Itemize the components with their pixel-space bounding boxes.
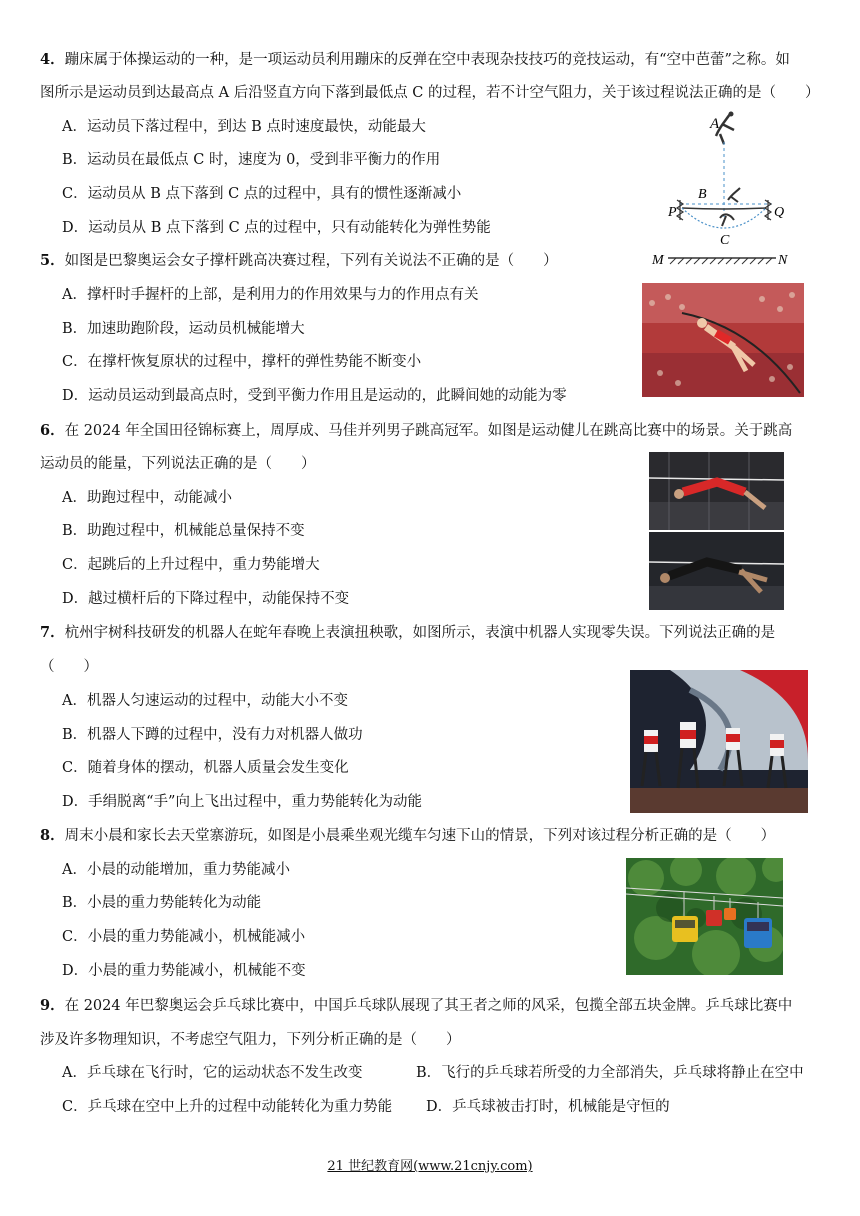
- q7-option-b: B．机器人下蹲的过程中，没有力对机器人做功: [62, 727, 363, 743]
- q9-stem-line-2: 涉及许多物理知识，不考虑空气阻力，下列分析正确的是（ ）: [40, 1032, 461, 1048]
- q6-option-c: C．起跳后的上升过程中，重力势能增大: [62, 557, 320, 573]
- q5-stem: 5．如图是巴黎奥运会女子撑杆跳高决赛过程，下列有关说法不正确的是（ ）: [40, 252, 558, 269]
- q9-option-d: D．乒乓球被击打时，机械能是守恒的: [426, 1099, 670, 1115]
- label-q: Q: [774, 205, 785, 220]
- athlete-b-figure: [728, 188, 740, 202]
- q4-option-c: C．运动员从 B 点下落到 C 点的过程中，具有的惯性逐渐减小: [62, 186, 462, 202]
- q7-option-a: A．机器人匀速运动的过程中，动能大小不变: [62, 693, 348, 709]
- q7-stem-line-2: （ ）: [40, 659, 98, 675]
- label-p: P: [668, 205, 677, 220]
- cable-car-photo: [626, 858, 783, 975]
- q9-option-c: C．乒乓球在空中上升的过程中动能转化为重力势能: [62, 1099, 393, 1115]
- q9-option-a: A．乒乓球在飞行时，它的运动状态不发生改变: [62, 1065, 363, 1081]
- q8-option-c: C．小晨的重力势能减小，机械能减小: [62, 929, 306, 945]
- high-jump-photo-top: [649, 452, 784, 530]
- label-n: N: [778, 253, 788, 268]
- q6-option-b: B．助跑过程中，机械能总量保持不变: [62, 523, 305, 539]
- q5-option-c: C．在撑杆恢复原状的过程中，撑杆的弹性势能不断变小: [62, 354, 422, 370]
- pole-vault-photo: [642, 283, 804, 397]
- q8-option-a: A．小晨的动能增加，重力势能减小: [62, 862, 290, 878]
- q8-option-b: B．小晨的重力势能转化为动能: [62, 895, 262, 911]
- q8-option-d: D．小晨的重力势能减小，机械能不变: [62, 963, 306, 979]
- q4-option-b: B．运动员在最低点 C 时，速度为 0，受到非平衡力的作用: [62, 152, 441, 168]
- q5-option-a: A．撑杆时手握杆的上部，是利用力的作用效果与力的作用点有关: [62, 287, 479, 303]
- athlete-c-figure: [720, 214, 734, 226]
- q4-stem-line-2: 图所示是运动员到达最高点 A 后沿竖直方向下落到最低点 C 的过程，若不计空气阻力，关于该过程说法正确的是（ ）: [40, 85, 820, 101]
- label-c: C: [720, 233, 730, 248]
- trampoline-diagram: [650, 108, 800, 268]
- dancing-robots-photo: [630, 670, 808, 813]
- q6-option-a: A．助跑过程中，动能减小: [62, 490, 232, 506]
- q9-stem-line-1: 9．在 2024 年巴黎奥运会乒乓球比赛中，中国乒乓球队展现了其王者之师的风采，包揽全部五块金牌。乒乓球比赛中: [40, 997, 793, 1014]
- q6-stem-line-1: 6．在 2024 年全国田径锦标赛上，周厚成、马佳并列男子跳高冠军。如图是运动健儿在跳高比赛中的场景。关于跳高: [40, 422, 793, 439]
- footer-source: 21 世纪教育网(www.21cnjy.com): [327, 1159, 533, 1174]
- q5-option-d: D．运动员运动到最高点时，受到平衡力作用且是运动的，此瞬间她的动能为零: [62, 388, 567, 404]
- q4-option-a: A．运动员下落过程中，到达 B 点时速度最快，动能最大: [62, 119, 426, 135]
- q4-stem-line-1: 4．蹦床属于体操运动的一种，是一项运动员利用蹦床的反弹在空中表现杂技技巧的竞技运动，有“空中芭蕾”之称。如: [40, 51, 790, 68]
- label-a: A: [710, 116, 720, 132]
- q7-option-d: D．手绢脱离“手”向上飞出过程中，重力势能转化为动能: [62, 794, 422, 810]
- q6-option-d: D．越过横杆后的下降过程中，动能保持不变: [62, 591, 350, 607]
- q7-stem-line-1: 7．杭州宇树科技研发的机器人在蛇年春晚上表演扭秧歌，如图所示，表演中机器人实现零失误。下列说法正确的是: [40, 624, 776, 641]
- q8-stem: 8．周末小晨和家长去天堂寨游玩，如图是小晨乘坐观光缆车匀速下山的情景，下列对该过程分析正确的是（ ）: [40, 827, 776, 844]
- q5-option-b: B．加速助跑阶段，运动员机械能增大: [62, 321, 305, 337]
- label-m: M: [652, 253, 664, 268]
- q6-stem-line-2: 运动员的能量，下列说法正确的是（ ）: [40, 456, 316, 472]
- high-jump-photo-bottom: [649, 532, 784, 610]
- label-b: B: [698, 187, 707, 202]
- q9-option-b: B．飞行的乒乓球若所受的力全部消失，乒乓球将静止在空中: [416, 1065, 804, 1081]
- q4-option-d: D．运动员从 B 点下落到 C 点的过程中，只有动能转化为弹性势能: [62, 220, 491, 236]
- q7-option-c: C．随着身体的摆动，机器人质量会发生变化: [62, 760, 349, 776]
